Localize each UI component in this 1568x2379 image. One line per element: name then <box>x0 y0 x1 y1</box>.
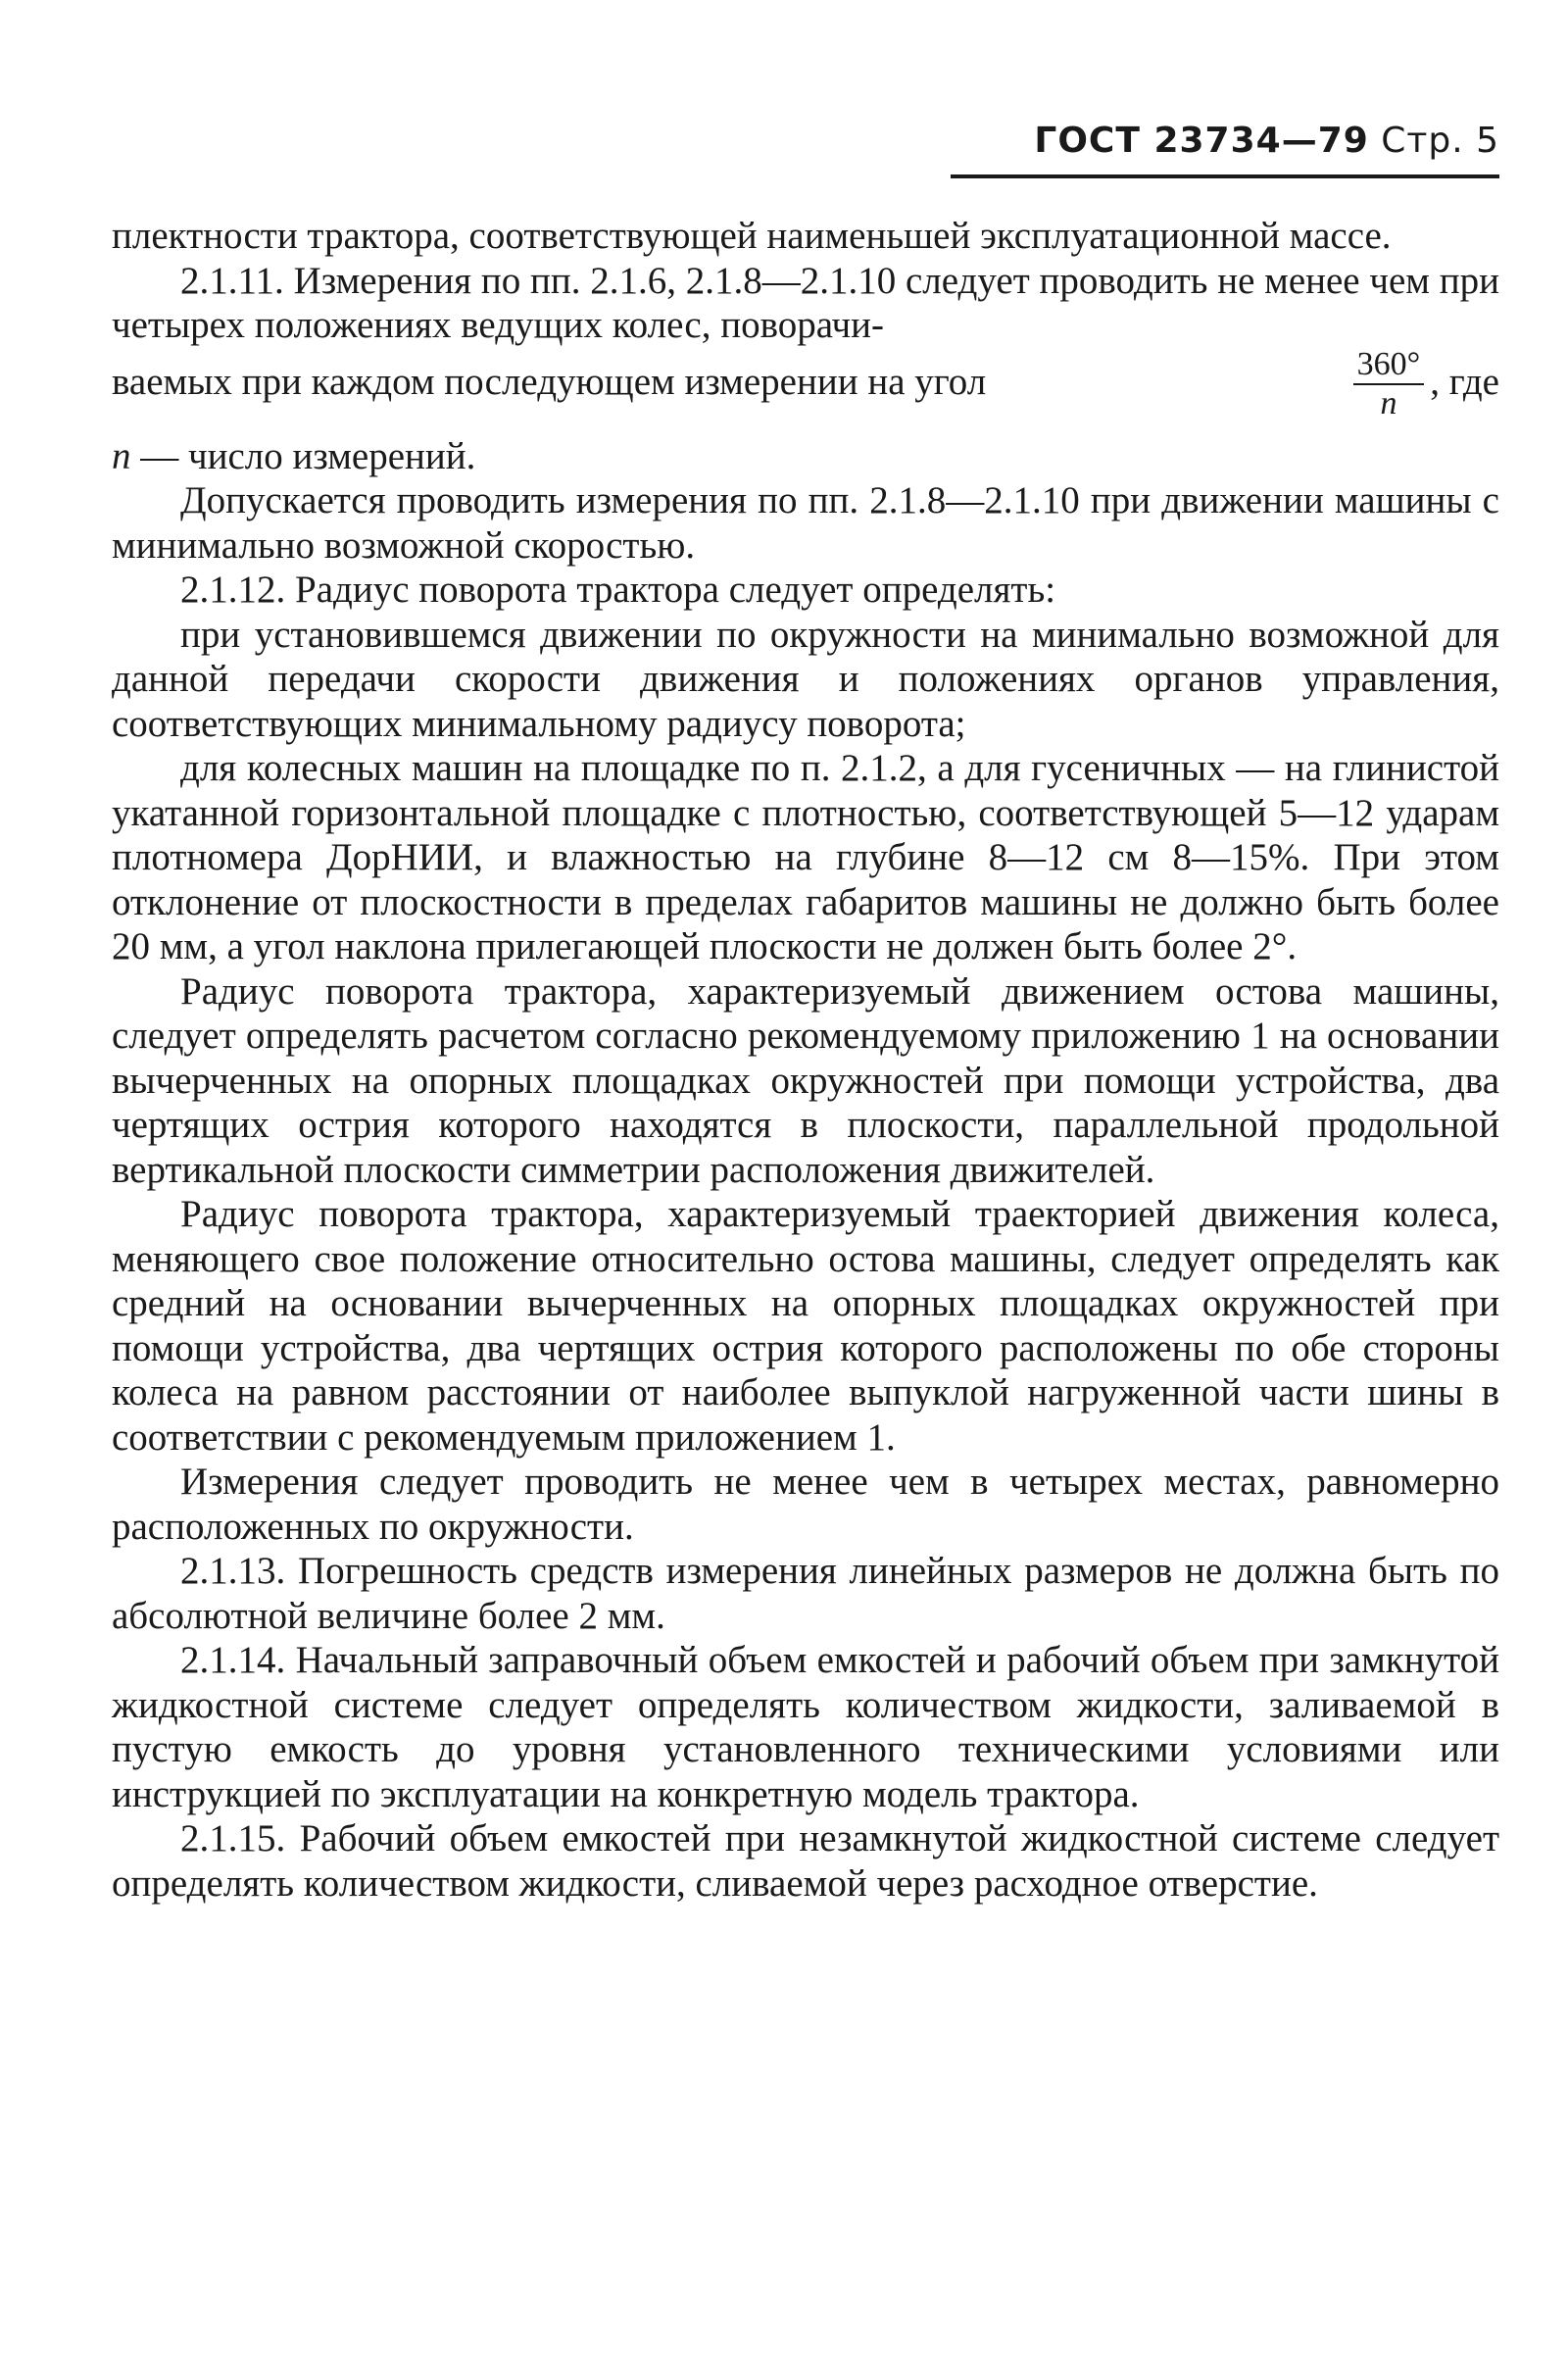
fraction-numerator: 360° <box>1353 348 1425 385</box>
document-body <box>112 214 1499 1906</box>
formula-line <box>112 345 1499 434</box>
paragraph-2-1-13: 2.1.13. Погрешность средств измерения линейных размеров не должна быть по абсолютной величине более 2 мм. <box>112 1550 1499 1637</box>
paragraph-wheeled-machines: для колесных машин на площадке по п. 2.1.2, а для гусеничных — на глинистой укатанной горизонтальной площадке с плотностью, соответствующей 5—12 ударам плотномера ДорНИИ, и влажностью на глубине 8—12 см 8—15%. При этом отклонение от плоскостности в пределах габаритов машины не должно быть более 20 мм, а угол наклона прилегающей плоскости не должен быть более 2°. <box>112 747 1499 967</box>
paragraph-steady-motion: при установившемся движении по окружности на минимально возможной для данной передачи скорости движения и положениях органов управления, соответствующих минимальному радиусу поворота; <box>112 613 1499 745</box>
variable-definition-text: — число измерений. <box>130 434 476 477</box>
paragraph-2-1-12: 2.1.12. Радиус поворота трактора следует определять: <box>180 569 1056 611</box>
variable-n: n <box>112 434 131 477</box>
paragraph-2-1-11: 2.1.11. Измерения по пп. 2.1.6, 2.1.8—2.1.10 следует проводить не менее чем при четырех положениях ведущих колес, поворачи- <box>112 259 1499 346</box>
paragraph-radius-wheel: Радиус поворота трактора, характеризуемый траекторией движения колеса, меняющего свое положение относительно остова машины, следует определять как средний на основании вычерченных на опорных площадках окружностей при помощи устройства, два чертящих острия которого расположены по обе стороны колеса на равном расстоянии от наиболее выпуклой нагруженной части шины в соответствии с рекомендуемым приложением 1. <box>112 1193 1499 1459</box>
header-rule <box>951 174 1499 178</box>
paragraph-radius-frame: Радиус поворота трактора, характеризуемый движением остова машины, следует определять расчетом согласно рекомендуемому приложению 1 на основании вычерченных на опорных площадках окружностей при помощи устройства, два чертящих острия которого находятся в плоскости, параллельной продольной вертикальной плоскости симметрии расположения движителей. <box>112 969 1499 1191</box>
paragraph-2-1-14: 2.1.14. Начальный заправочный объем емкостей и рабочий объем при замкнутой жидкостной системе следует определять количеством жидкости, заливаемой в пустую емкость до уровня установленного техническими условиями или инструкцией по эксплуатации на конкретную модель трактора. <box>112 1639 1499 1815</box>
formula-group <box>1342 345 1499 421</box>
paragraph-2-1-15: 2.1.15. Рабочий объем емкостей при незамкнутой жидкостной системе следует определять количеством жидкости, сливаемой через расходное отверстие. <box>112 1817 1499 1905</box>
paragraph-continuation: плектности трактора, соответствующей наименьшей эксплуатационной массе. <box>112 215 1392 257</box>
page-number: Стр. 5 <box>1381 121 1499 161</box>
paragraph-allowance: Допускается проводить измерения по пп. 2.1.8—2.1.10 при движении машины с минимально возможной скоростью. <box>112 479 1499 567</box>
paragraph-measurements: Измерения следует проводить не менее чем в четырех местах, равномерно расположенных по окружности. <box>112 1461 1499 1548</box>
formula-trailing-text: , где <box>1430 360 1499 403</box>
angle-fraction <box>1353 345 1425 421</box>
page-header <box>951 110 1499 178</box>
fraction-denominator: n <box>1380 384 1397 421</box>
standard-code: ГОСТ 23734—79 <box>1034 121 1369 161</box>
variable-definition <box>112 434 1499 479</box>
header-text <box>1034 121 1499 161</box>
formula-line-text: ваемых при каждом последующем измерении на угол <box>112 360 987 403</box>
